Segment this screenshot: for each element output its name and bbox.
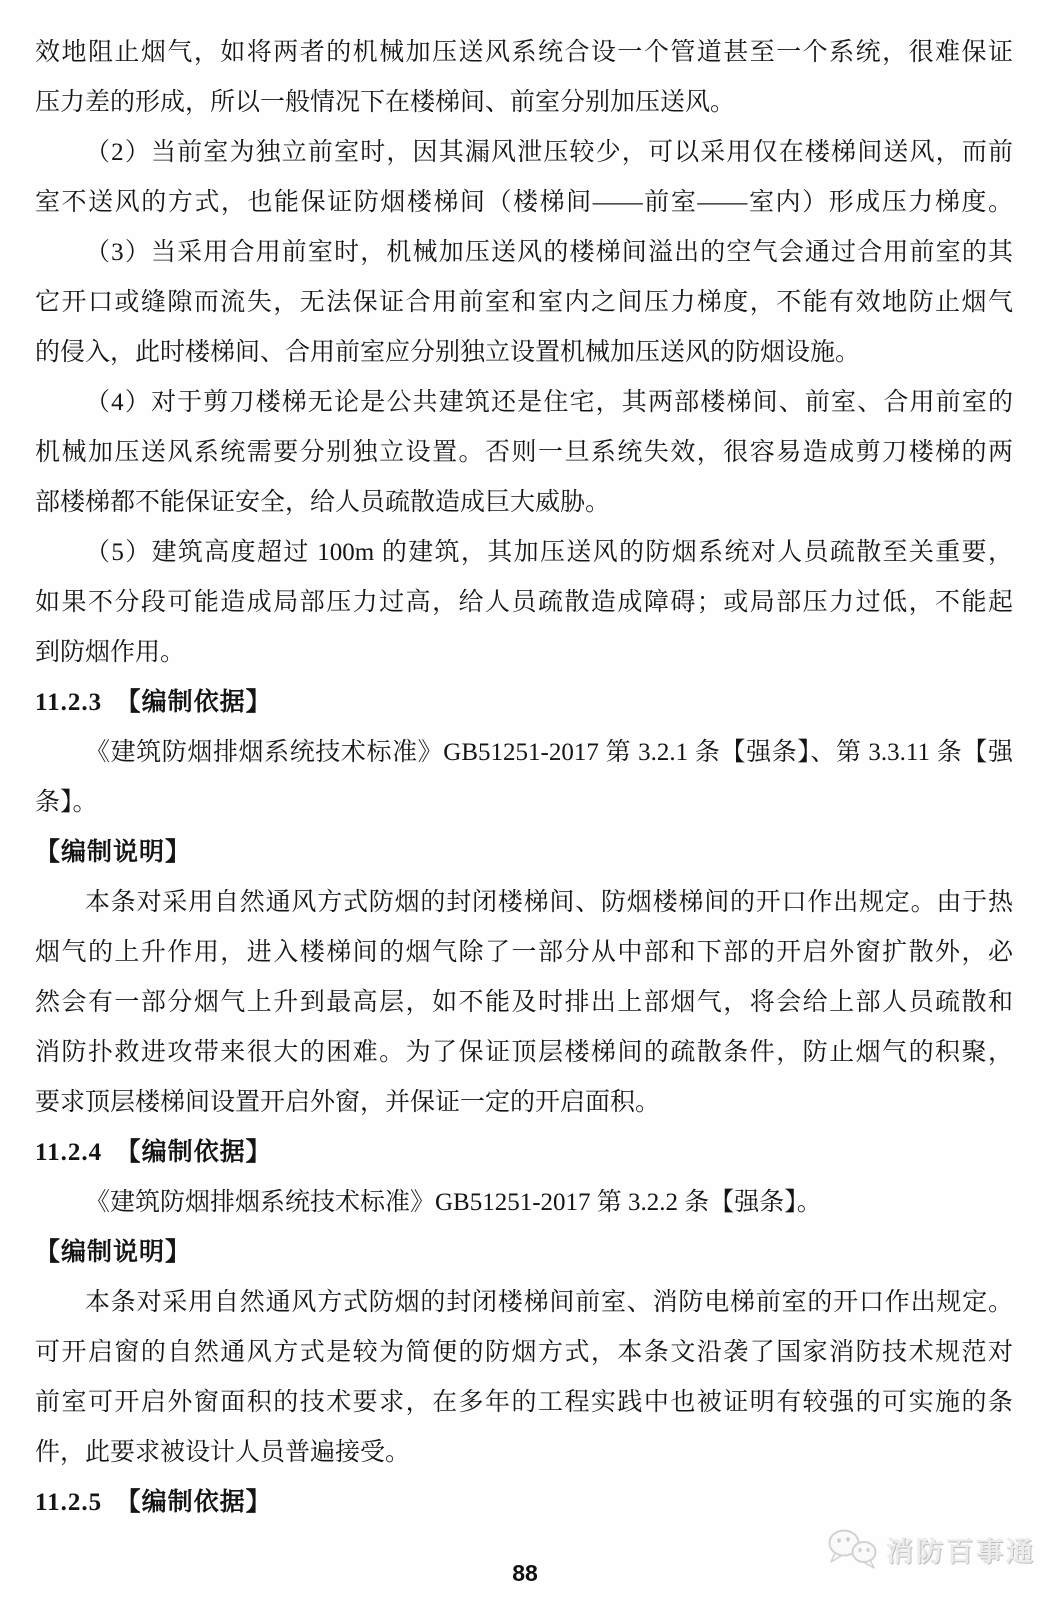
text-line: 件，此要求被设计人员普遍接受。: [35, 1439, 411, 1466]
text-line: 到防烟作用。: [35, 639, 186, 666]
watermark-text: 消防百事通: [886, 1536, 1036, 1567]
text-line: 本条对采用自然通风方式防烟的封闭楼梯间、防烟楼梯间的开口作出规定。由于热: [85, 889, 1013, 916]
section-heading: 11.2.4 【编制依据】: [35, 1139, 272, 1166]
text-line: 室不送风的方式，也能保证防烟楼梯间（楼梯间——前室——室内）形成压力梯度。: [35, 189, 1013, 216]
text-line: 条】。: [35, 789, 98, 816]
text-line: 本条对采用自然通风方式防烟的封闭楼梯间前室、消防电梯前室的开口作出规定。: [85, 1289, 1013, 1316]
text-line: 机械加压送风系统需要分别独立设置。否则一旦系统失效，很容易造成剪刀楼梯的两: [35, 439, 1013, 466]
text-line: 烟气的上升作用，进入楼梯间的烟气除了一部分从中部和下部的开启外窗扩散外，必: [35, 939, 1013, 966]
text-line: 它开口或缝隙而流失，无法保证合用前室和室内之间压力梯度，不能有效地防止烟气: [35, 289, 1013, 316]
text-line: 可开启窗的自然通风方式是较为简便的防烟方式，本条文沿袭了国家消防技术规范对: [35, 1339, 1013, 1366]
document-body: [35, 28, 1013, 1528]
text-line: 部楼梯都不能保证安全，给人员疏散造成巨大威胁。: [35, 489, 611, 516]
text-line: 如果不分段可能造成局部压力过高，给人员疏散造成障碍；或局部压力过低，不能起: [35, 589, 1013, 616]
text-line: 压力差的形成，所以一般情况下在楼梯间、前室分别加压送风。: [35, 89, 736, 116]
text-line: 要求顶层楼梯间设置开启外窗，并保证一定的开启面积。: [35, 1089, 661, 1116]
text-line: （4）对于剪刀楼梯无论是公共建筑还是住宅，其两部楼梯间、前室、合用前室的: [85, 389, 1013, 416]
section-heading: 【编制说明】: [35, 839, 192, 866]
section-heading: 11.2.3 【编制依据】: [35, 689, 272, 716]
text-line: 《建筑防烟排烟系统技术标准》GB51251-2017 第 3.2.2 条【强条】。: [85, 1189, 822, 1216]
section-heading: 【编制说明】: [35, 1239, 192, 1266]
text-line: （3）当采用合用前室时，机械加压送风的楼梯间溢出的空气会通过合用前室的其: [85, 239, 1013, 266]
text-line: 《建筑防烟排烟系统技术标准》GB51251-2017 第 3.2.1 条【强条】、第 3.3.11 条【强: [85, 739, 1013, 766]
text-line: 消防扑救进攻带来很大的困难。为了保证顶层楼梯间的疏散条件，防止烟气的积聚，: [35, 1039, 1013, 1066]
page-number: 88: [512, 1560, 538, 1586]
text-line: 效地阻止烟气，如将两者的机械加压送风系统合设一个管道甚至一个系统，很难保证: [35, 39, 1013, 66]
text-line: （2）当前室为独立前室时，因其漏风泄压较少，可以采用仅在楼梯间送风，而前: [85, 139, 1013, 166]
text-line: 前室可开启外窗面积的技术要求，在多年的工程实践中也被证明有较强的可实施的条: [35, 1389, 1013, 1416]
section-heading: 11.2.5 【编制依据】: [35, 1489, 272, 1516]
text-line: 然会有一部分烟气上升到最高层，如不能及时排出上部烟气，将会给上部人员疏散和: [35, 989, 1013, 1016]
text-line: 的侵入，此时楼梯间、合用前室应分别独立设置机械加压送风的防烟设施。: [35, 339, 861, 366]
text-line: （5）建筑高度超过 100m 的建筑，其加压送风的防烟系统对人员疏散至关重要，: [85, 539, 1013, 566]
